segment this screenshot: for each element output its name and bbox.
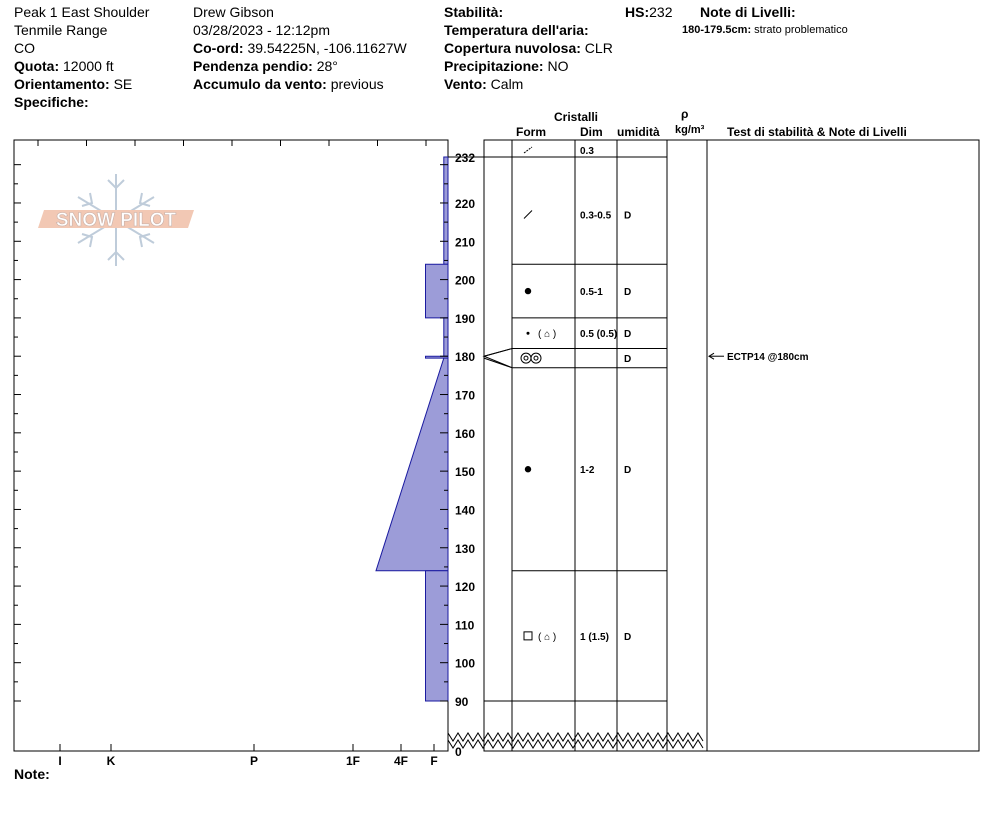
precip-value: NO [547, 58, 569, 74]
depth-label: 130 [455, 541, 476, 556]
aspect-value: SE [113, 76, 133, 92]
grain-size: 0.5-1 [580, 287, 603, 299]
grain-form-dot [527, 332, 530, 335]
grain-moisture: D [624, 287, 632, 299]
hardness-profile [376, 157, 448, 701]
size-header: Dim [580, 125, 603, 139]
hardness-axis [38, 140, 438, 768]
logo-text: SNOW PILOT [55, 210, 177, 231]
crystals-header: Cristalli [554, 110, 599, 124]
hardness-plot-frame [14, 140, 448, 751]
grain-form-dot [525, 288, 531, 294]
density-unit-header: kg/m³ [675, 124, 705, 136]
observer-name: Drew Gibson [193, 4, 274, 20]
depth-label: 190 [455, 311, 476, 326]
depth-label: 180 [455, 350, 476, 365]
depth-label: 120 [455, 580, 476, 595]
grain-form-dot-paren-cup [527, 329, 557, 340]
grain-form-square-paren-cup [524, 632, 556, 643]
hardness-layer [376, 358, 448, 571]
grain-form-ring [524, 356, 528, 360]
stability-tests [709, 352, 809, 363]
grain-moisture: D [624, 329, 632, 341]
grain-form-stroke [524, 210, 532, 218]
depth-label: 220 [455, 196, 476, 211]
form-header: Form [516, 125, 546, 139]
grain-form-ring [531, 353, 541, 363]
moisture-header: umidità [617, 125, 660, 139]
grain-layer-link [484, 349, 512, 368]
depth-label: 210 [455, 235, 476, 250]
wind-label: Vento: [444, 76, 487, 92]
grain-form-slash-small [524, 147, 532, 153]
depth-label: 150 [455, 465, 476, 480]
depth-label: 160 [455, 426, 476, 441]
hs-value: 232 [649, 4, 673, 20]
state-name: CO [14, 40, 35, 56]
coord-label: Co-ord: [193, 40, 244, 56]
depth-label: 140 [455, 503, 476, 518]
cloud-label: Copertura nuvolosa: [444, 40, 581, 56]
grain-form-dot [525, 288, 531, 294]
depth-label: 232 [455, 151, 476, 165]
note-label: Note: [14, 766, 50, 782]
cloud-value: CLR [584, 40, 613, 56]
depth-label: 90 [455, 695, 469, 709]
grain-size: 1 (1.5) [580, 631, 609, 643]
depth-label: 200 [455, 273, 476, 288]
layer-note-depth: 180-179.5cm: [682, 24, 752, 36]
coord-value: 39.54225N, -106.11627W [247, 40, 407, 56]
grain-size: 0.5 (0.5) [580, 329, 618, 341]
depth-label: 100 [455, 656, 476, 671]
grain-form-dot [525, 466, 531, 472]
grain-moisture: D [624, 465, 632, 477]
grain-form-dot [525, 466, 531, 472]
hardness-label-k: K [106, 754, 116, 768]
stability-test-label: ECTP14 @180cm [727, 352, 809, 364]
hardness-layer [444, 157, 448, 264]
wind-loading-label: Accumulo da vento: [193, 76, 327, 92]
hs-label: HS: [625, 4, 650, 20]
depth-label: 170 [455, 388, 476, 403]
location-name: Peak 1 East Shoulder [14, 4, 150, 20]
stability-label: Stabilità: [444, 4, 504, 20]
hardness-layer [426, 264, 449, 318]
slope-label: Pendenza pendio: [193, 58, 313, 74]
grain-table-frame [484, 140, 979, 751]
hardness-label-p: P [249, 754, 259, 768]
grain-size: 1-2 [580, 465, 595, 477]
elevation-label: Quota: [14, 58, 60, 74]
air-temp-label: Temperatura dell'aria: [444, 22, 589, 38]
hardness-label-f: F [430, 754, 438, 768]
wind-value: Calm [490, 76, 524, 92]
grain-form-ring [521, 353, 531, 363]
grain-form-slash [524, 210, 532, 218]
grain-form-double-circle [521, 353, 541, 363]
grain-moisture: D [624, 210, 632, 222]
grain-form-ring [534, 356, 538, 360]
grain-form-stroke [524, 147, 532, 153]
hardness-label-1f: 1F [345, 754, 361, 768]
grain-layer-link [484, 358, 512, 368]
hardness-label-i: I [58, 754, 62, 768]
layer-notes-label: Note di Livelli: [700, 4, 796, 20]
grain-form-secondary: ( ⌂ ) [538, 329, 557, 341]
elevation-value: 12000 ft [63, 58, 114, 74]
depth-label-zero: 0 [455, 745, 462, 759]
grain-layers [448, 140, 707, 751]
layer-note-text: strato problematico [754, 24, 848, 36]
grain-size: 0.3 [580, 146, 594, 157]
grain-moisture: D [624, 631, 632, 643]
wind-loading-value: previous [330, 76, 384, 92]
rho-header: ρ [681, 107, 689, 121]
precip-label: Precipitazione: [444, 58, 544, 74]
tests-header: Test di stabilità & Note di Livelli [727, 125, 907, 139]
grain-size: 0.3-0.5 [580, 210, 612, 222]
depth-label: 110 [455, 618, 475, 633]
grain-form-secondary: ( ⌂ ) [538, 631, 557, 643]
range-name: Tenmile Range [14, 22, 108, 38]
grain-form-square [524, 632, 532, 640]
observation-datetime: 03/28/2023 - 12:12pm [193, 22, 330, 38]
aspect-label: Orientamento: [14, 76, 110, 92]
hardness-label-4f: 4F [393, 754, 409, 768]
specifics-label: Specifiche: [14, 94, 89, 110]
grain-moisture: D [624, 354, 632, 366]
slope-value: 28° [316, 58, 338, 74]
